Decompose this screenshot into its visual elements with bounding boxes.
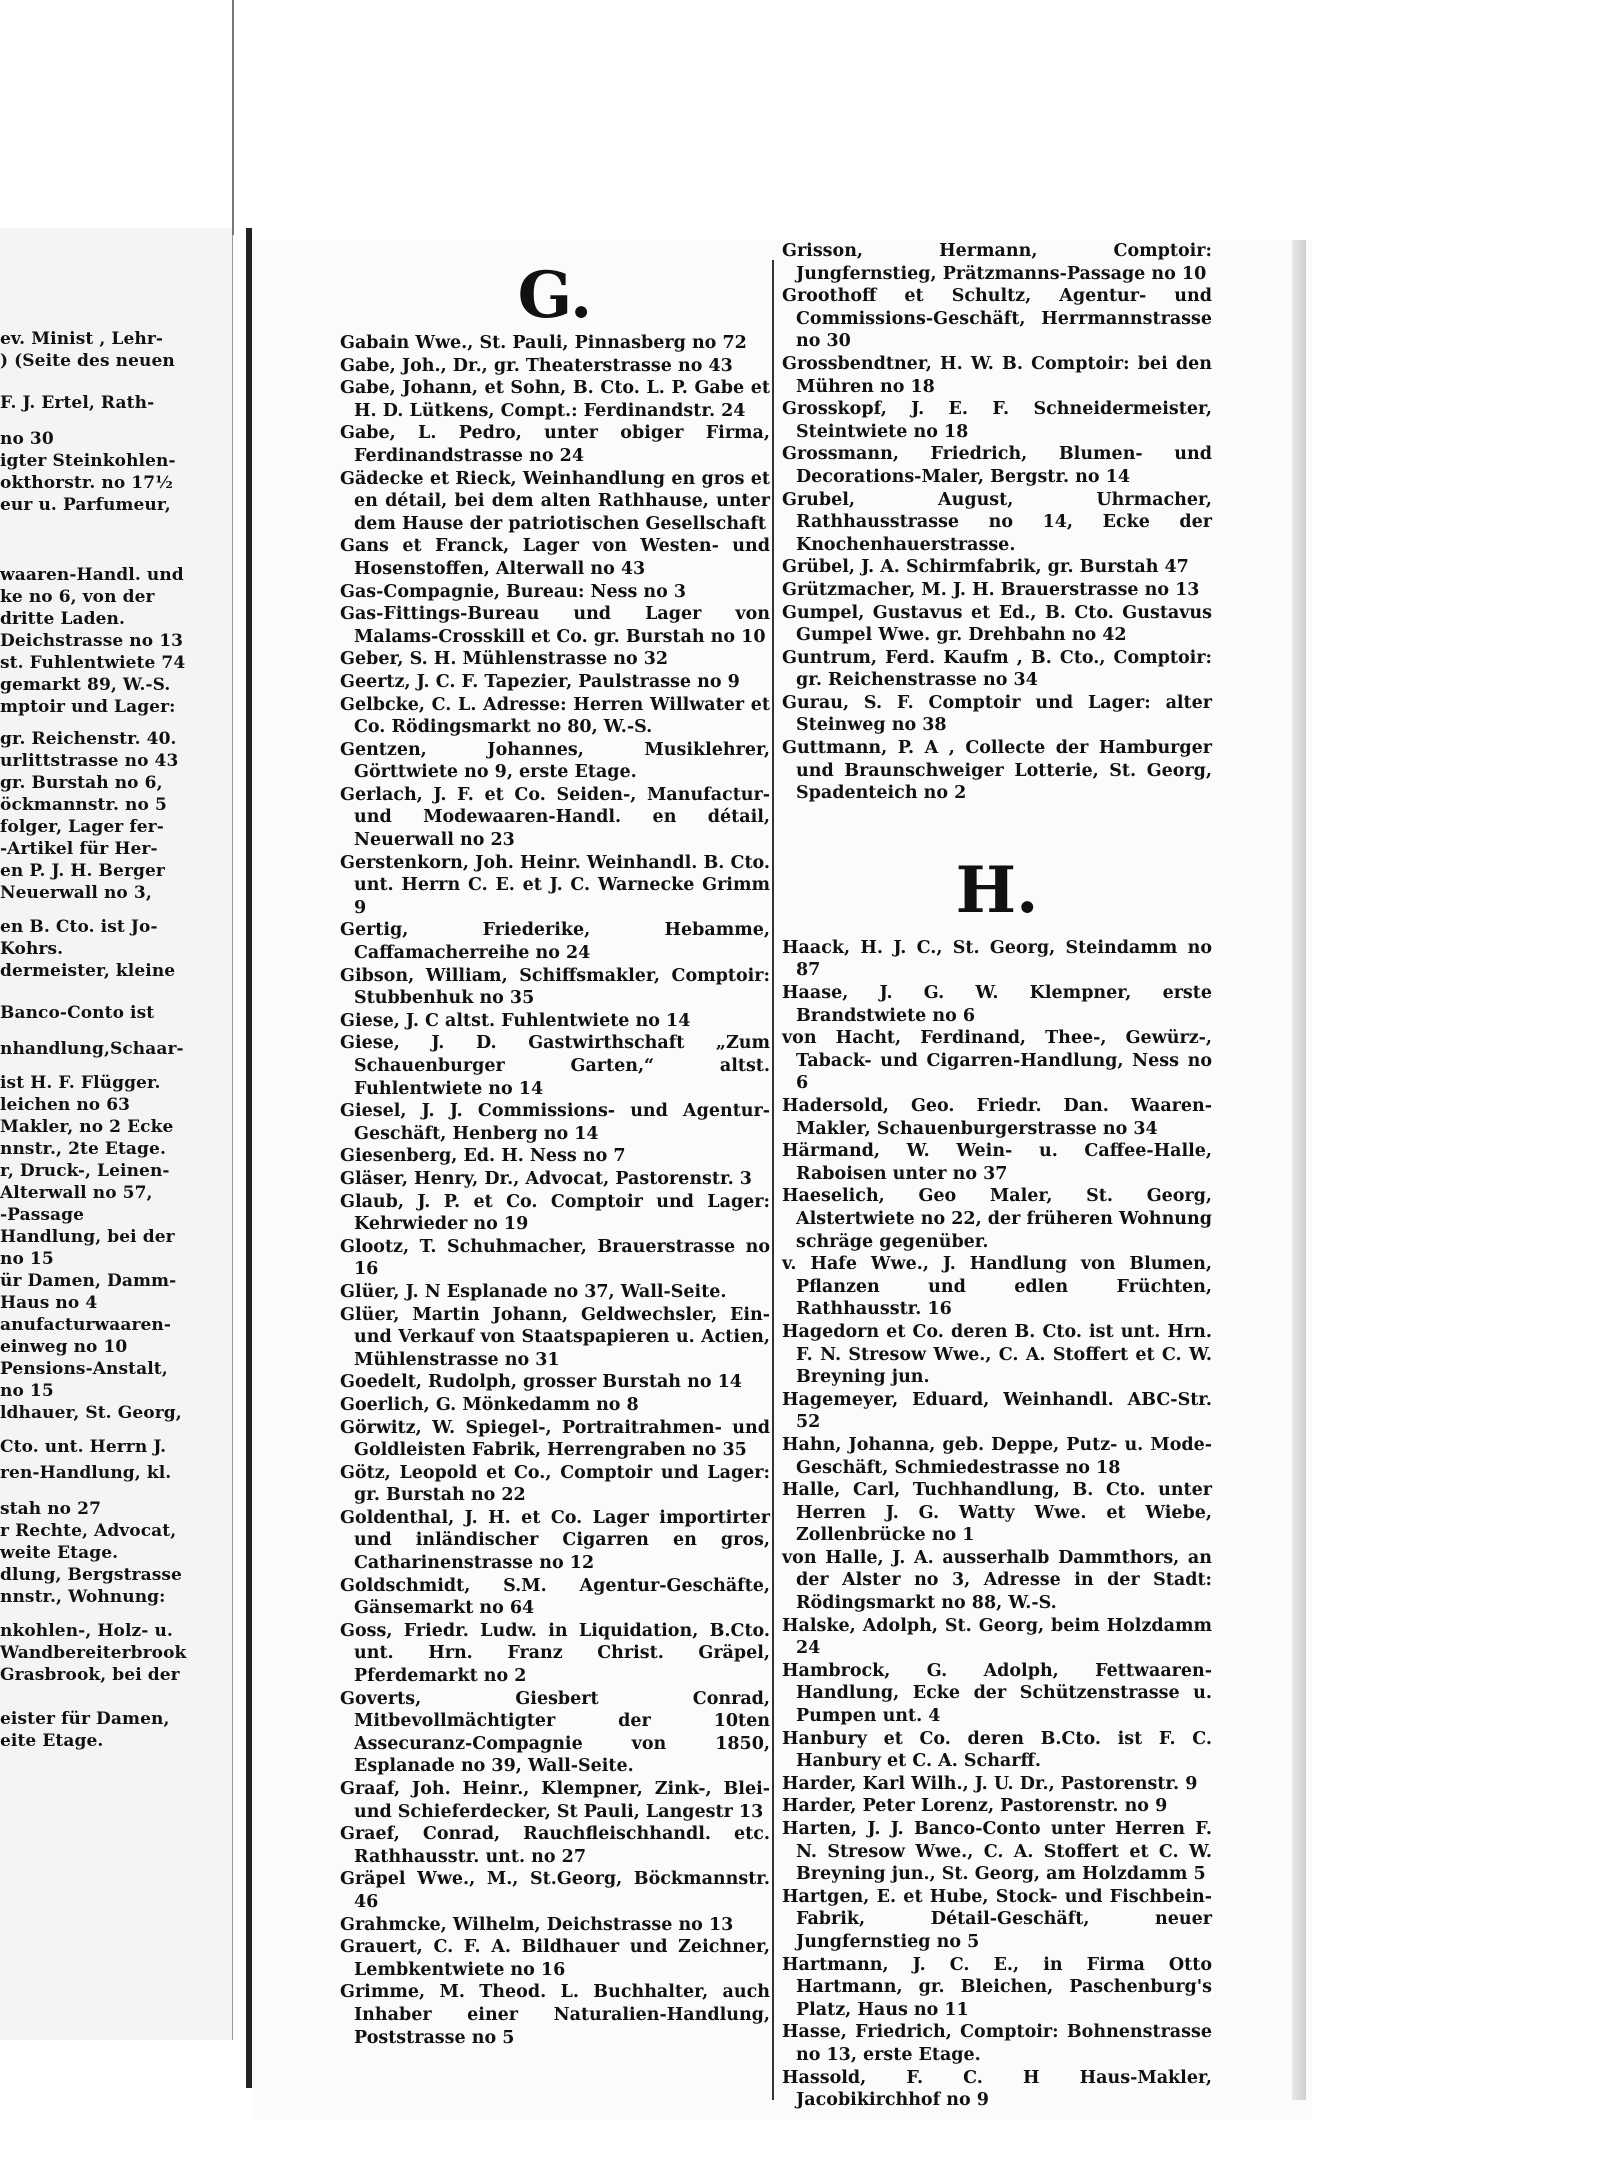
directory-entry: Glüer, J. N Esplanade no 37, Wall-Seite.: [340, 1281, 727, 1302]
directory-entry: Hartmann, J. C. E., in Firma Otto Hartmann, gr. Bleichen, Paschenburg's Platz, Haus no 11: [782, 1954, 1212, 2020]
directory-entry: Guttmann, P. A , Collecte der Hamburger und Braunschweiger Lotterie, St. Georg, Spadenteich no 2: [782, 738, 1212, 804]
left-page-line: weite Etage.: [0, 1543, 119, 1563]
left-page-line: gemarkt 89, W.-S.: [0, 675, 171, 695]
entries-g-continued: [782, 240, 1212, 805]
left-page-line: öckmannstr. no 5: [0, 795, 167, 815]
left-page-line: no 15: [0, 1249, 54, 1269]
left-page-line: st. Fuhlentwiete 74: [0, 653, 186, 673]
column-left: [340, 260, 770, 2049]
directory-entry: Giese, J. D. Gastwirthschaft „Zum Schauenburger Garten,“ altst. Fuhlentwiete no 14: [340, 1033, 770, 1099]
left-page-line: nkohlen-, Holz- u.: [0, 1621, 173, 1641]
left-page-line: gr. Reichenstr. 40.: [0, 729, 177, 749]
left-page-line: eite Etage.: [0, 1731, 104, 1751]
left-page-line: mptoir und Lager:: [0, 697, 176, 717]
left-page-line: Banco-Conto ist: [0, 1003, 155, 1023]
left-page-line: ) (Seite des neuen: [0, 351, 175, 371]
left-page-line: dermeister, kleine: [0, 961, 176, 981]
directory-entry: Gädecke et Rieck, Weinhandlung en gros et en détail, bei dem alten Rathhause, unter dem Hause der patriotischen Gesellschaft: [340, 468, 770, 534]
left-page-line: igter Steinkohlen-: [0, 451, 176, 471]
directory-entry: Götz, Leopold et Co., Comptoir und Lager: gr. Burstah no 22: [340, 1462, 770, 1506]
directory-entry: Halle, Carl, Tuchhandlung, B. Cto. unter Herren J. G. Watty Wwe. et Wiebe, Zollenbrücke no 1: [782, 1480, 1212, 1546]
directory-entry: Gerstenkorn, Joh. Heinr. Weinhandl. B. Cto. unt. Herrn C. E. et J. C. Warnecke Grimm 9: [340, 852, 770, 918]
left-page-line: Alterwall no 57,: [0, 1183, 153, 1203]
left-page-line: Grasbrook, bei der: [0, 1665, 180, 1685]
directory-entry: Glüer, Martin Johann, Geldwechsler, Ein- und Verkauf von Staatspapieren u. Actien, Mühlenstrasse no 31: [340, 1304, 770, 1370]
directory-entry: Goss, Friedr. Ludw. in Liquidation, B.Cto. unt. Hrn. Franz Christ. Gräpel, Pferdemarkt no 2: [340, 1620, 770, 1687]
directory-entry: Haase, J. G. W. Klempner, erste Brandstwiete no 6: [782, 983, 1212, 1026]
left-page-line: r, Druck-, Leinen-: [0, 1161, 170, 1181]
directory-entry: Harder, Peter Lorenz, Pastorenstr. no 9: [782, 1796, 1168, 1817]
directory-entry: Gas-Fittings-Bureau und Lager von Malams-Crosskill et Co. gr. Burstah no 10: [340, 604, 770, 647]
left-page-line: Cto. unt. Herrn J.: [0, 1437, 167, 1457]
directory-entry: Hagemeyer, Eduard, Weinhandl. ABC-Str. 52: [782, 1389, 1212, 1433]
left-page-line: okthorstr. no 17½: [0, 473, 173, 493]
directory-entry: Grimme, M. Theod. L. Buchhalter, auch Inhaber einer Naturalien-Handlung, Poststrasse no 5: [340, 1982, 770, 2048]
left-page-line: nhandlung,Schaar-: [0, 1039, 184, 1059]
directory-entry: Gabe, Joh., Dr., gr. Theaterstrasse no 43: [340, 355, 733, 376]
left-page-line: dritte Laden.: [0, 609, 125, 629]
left-page-line: no 30: [0, 429, 54, 449]
directory-entry: Halske, Adolph, St. Georg, beim Holzdamm 24: [782, 1615, 1212, 1659]
directory-entry: Goldenthal, J. H. et Co. Lager importirter und inländischer Cigarren en gros, Catharinenstrasse no 12: [340, 1507, 770, 1574]
left-page-line: anufacturwaaren-: [0, 1315, 172, 1335]
directory-entry: Grübel, J. A. Schirmfabrik, gr. Burstah 47: [782, 557, 1189, 578]
directory-entry: Hahn, Johanna, geb. Deppe, Putz- u. Mode-Geschäft, Schmiedestrasse no 18: [782, 1434, 1212, 1478]
directory-entry: Giesenberg, Ed. H. Ness no 7: [340, 1146, 626, 1167]
directory-entry: Graaf, Joh. Heinr., Klempner, Zink-, Blei- und Schieferdecker, St Pauli, Langestr 13: [340, 1779, 770, 1822]
directory-entry: Gertig, Friederike, Hebamme, Caffamacherreihe no 24: [340, 920, 770, 964]
left-page-line: Wandbereiterbrook: [0, 1643, 187, 1663]
page-edge: [1292, 240, 1306, 2100]
left-page-line: Neuerwall no 3,: [0, 883, 152, 903]
directory-entry: Härmand, W. Wein- u. Caffee-Halle, Raboisen unter no 37: [782, 1141, 1212, 1184]
directory-entry: v. Hafe Wwe., J. Handlung von Blumen, Pflanzen und edlen Früchten, Rathhausstr. 16: [782, 1254, 1212, 1320]
left-page-line: eur u. Parfumeur,: [0, 495, 171, 515]
directory-entry: Goedelt, Rudolph, grosser Burstah no 14: [340, 1372, 742, 1393]
left-page-line: ür Damen, Damm-: [0, 1271, 177, 1291]
directory-entry: Gibson, William, Schiffsmakler, Comptoir: Stubbenhuk no 35: [340, 965, 770, 1009]
left-page-line: r Rechte, Advocat,: [0, 1521, 177, 1541]
directory-entry: Hanbury et Co. deren B.Cto. ist F. C. Hanbury et C. A. Scharff.: [782, 1728, 1212, 1772]
left-page-line: ren-Handlung, kl.: [0, 1463, 172, 1483]
directory-entry: Hadersold, Geo. Friedr. Dan. Waaren-Makler, Schauenburgerstrasse no 34: [782, 1096, 1212, 1139]
left-page-line: en P. J. H. Berger: [0, 861, 165, 881]
directory-entry: Geber, S. H. Mühlenstrasse no 32: [340, 649, 669, 670]
directory-entry: Grisson, Hermann, Comptoir: Jungfernstieg, Prätzmanns-Passage no 10: [782, 241, 1212, 284]
directory-entry: Goverts, Giesbert Conrad, Mitbevollmächtigter der 10ten Assecuranz-Compagnie von 1850, Esplanade no 39, Wall-Seite.: [340, 1688, 770, 1777]
directory-entry: Grauert, C. F. A. Bildhauer und Zeichner, Lembkentwiete no 16: [340, 1937, 770, 1980]
left-page-line: gr. Burstah no 6,: [0, 773, 163, 793]
left-page-line: ev. Minist , Lehr-: [0, 329, 164, 349]
directory-entry: von Halle, J. A. ausserhalb Dammthors, an der Alster no 3, Adresse in der Stadt: Rödingsmarkt no 88, W.-S.: [782, 1547, 1212, 1614]
directory-entry: Guntrum, Ferd. Kaufm , B. Cto., Comptoir: gr. Reichenstrasse no 34: [782, 647, 1212, 691]
directory-entry: Giesel, J. J. Commissions- und Agentur-Geschäft, Henberg no 14: [340, 1101, 770, 1144]
directory-entry: Hagedorn et Co. deren B. Cto. ist unt. Hrn. F. N. Stresow Wwe., C. A. Stoffert et C. W. Breyning jun.: [782, 1321, 1212, 1388]
directory-entry: Hasse, Friedrich, Comptoir: Bohnenstrasse no 13, erste Etage.: [782, 2022, 1212, 2065]
directory-entry: Gabain Wwe., St. Pauli, Pinnasberg no 72: [340, 333, 747, 353]
left-page-line: nnstr., Wohnung:: [0, 1587, 166, 1607]
left-page-line: folger, Lager fer-: [0, 817, 164, 837]
directory-entry: Grossbendtner, H. W. B. Comptoir: bei den Mühren no 18: [782, 353, 1212, 397]
left-page-line: ist H. F. Flügger.: [0, 1073, 161, 1093]
left-page-line: Deichstrasse no 13: [0, 631, 184, 651]
left-page-line: -Artikel für Her-: [0, 839, 158, 859]
directory-entry: Gelbcke, C. L. Adresse: Herren Willwater et Co. Rödingsmarkt no 80, W.-S.: [340, 694, 770, 738]
section-heading-h: H.: [955, 852, 1039, 928]
entries-g: [340, 332, 770, 2049]
left-page-line: ke no 6, von der: [0, 587, 155, 607]
left-page-line: en B. Cto. ist Jo-: [0, 917, 158, 937]
left-page-line: einweg no 10: [0, 1337, 128, 1357]
directory-entry: Gumpel, Gustavus et Ed., B. Cto. Gustavus Gumpel Wwe. gr. Drehbahn no 42: [782, 602, 1212, 646]
directory-entry: Gentzen, Johannes, Musiklehrer, Görttwiete no 9, erste Etage.: [340, 739, 770, 783]
directory-entry: Goerlich, G. Mönkedamm no 8: [340, 1394, 639, 1415]
left-page-line: F. J. Ertel, Rath-: [0, 393, 155, 413]
left-page-line: Haus no 4: [0, 1293, 98, 1313]
directory-entry: Hassold, F. C. H Haus-Makler, Jacobikirchhof no 9: [782, 2067, 1212, 2111]
directory-entry: Grosskopf, J. E. F. Schneidermeister, Steintwiete no 18: [782, 399, 1212, 442]
directory-entry: von Hacht, Ferdinand, Thee-, Gewürz-, Taback- und Cigarren-Handlung, Ness no 6: [782, 1028, 1212, 1094]
column-right: [782, 240, 1212, 2112]
left-page-line: no 15: [0, 1381, 54, 1401]
directory-page: [252, 240, 1312, 2120]
directory-entry: Hartgen, E. et Hube, Stock- und Fischbein-Fabrik, Détail-Geschäft, neuer Jungfernstieg no 5: [782, 1886, 1212, 1952]
directory-entry: Gräpel Wwe., M., St.Georg, Böckmannstr. 46: [340, 1869, 770, 1912]
directory-entry: Gerlach, J. F. et Co. Seiden-, Manufactur- und Modewaaren-Handl. en détail, Neuerwall no 23: [340, 784, 770, 851]
directory-entry: Grahmcke, Wilhelm, Deichstrasse no 13: [340, 1914, 734, 1935]
directory-entry: Groothoff et Schultz, Agentur- und Commissions-Geschäft, Herrmannstrasse no 30: [782, 286, 1212, 352]
directory-entry: Hambrock, G. Adolph, Fettwaaren-Handlung, Ecke der Schützenstrasse u. Pumpen unt. 4: [782, 1660, 1212, 1727]
directory-entry: Haack, H. J. C., St. Georg, Steindamm no 87: [782, 937, 1212, 981]
directory-entry: Gläser, Henry, Dr., Advocat, Pastorenstr. 3: [340, 1168, 752, 1189]
directory-entry: Glaub, J. P. et Co. Comptoir und Lager: Kehrwieder no 19: [340, 1191, 770, 1235]
directory-entry: Haeselich, Geo Maler, St. Georg, Alstertwiete no 22, der früheren Wohnung schräge gegenüber.: [782, 1186, 1212, 1252]
left-facing-page: [0, 228, 233, 2040]
directory-entry: Grützmacher, M. J. H. Brauerstrasse no 13: [782, 579, 1200, 600]
directory-entry: Goldschmidt, S.M. Agentur-Geschäfte, Gänsemarkt no 64: [340, 1575, 770, 1619]
directory-entry: Graef, Conrad, Rauchfleischhandl. etc. Rathhausstr. unt. no 27: [340, 1824, 770, 1867]
left-page-line: ldhauer, St. Georg,: [0, 1403, 182, 1423]
left-page-line: leichen no 63: [0, 1095, 131, 1115]
left-page-line: Handlung, bei der: [0, 1227, 175, 1247]
directory-entry: Gans et Franck, Lager von Westen- und Hosenstoffen, Alterwall no 43: [340, 536, 770, 579]
left-page-line: Kohrs.: [0, 939, 64, 959]
directory-entry: Görwitz, W. Spiegel-, Portraitrahmen- und Goldleisten Fabrik, Herrengraben no 35: [340, 1417, 770, 1461]
left-page-line: Pensions-Anstalt,: [0, 1359, 168, 1379]
left-page-line: eister für Damen,: [0, 1709, 170, 1729]
directory-entry: Glootz, T. Schuhmacher, Brauerstrasse no 16: [340, 1236, 770, 1280]
page-edge-line: [232, 0, 234, 235]
directory-entry: Gurau, S. F. Comptoir und Lager: alter Steinweg no 38: [782, 692, 1212, 736]
directory-entry: Gabe, Johann, et Sohn, B. Cto. L. P. Gabe et H. D. Lütkens, Compt.: Ferdinandstr. 24: [340, 378, 770, 421]
directory-entry: Harder, Karl Wilh., J. U. Dr., Pastorenstr. 9: [782, 1773, 1198, 1794]
directory-entry: Giese, J. C altst. Fuhlentwiete no 14: [340, 1010, 691, 1031]
left-page-line: stah no 27: [0, 1499, 101, 1519]
directory-entry: Gas-Compagnie, Bureau: Ness no 3: [340, 581, 687, 602]
left-page-line: -Passage: [0, 1205, 85, 1225]
left-page-line: dlung, Bergstrasse: [0, 1565, 182, 1585]
left-page-line: Makler, no 2 Ecke: [0, 1117, 174, 1137]
left-page-line: urlittstrasse no 43: [0, 751, 179, 771]
directory-entry: Grubel, August, Uhrmacher, Rathhausstrasse no 14, Ecke der Knochenhauerstrasse.: [782, 489, 1212, 555]
section-heading-g: G.: [517, 258, 593, 333]
directory-entry: Gabe, L. Pedro, unter obiger Firma, Ferdinandstrasse no 24: [340, 423, 770, 466]
left-page-line: waaren-Handl. und: [0, 565, 184, 585]
directory-entry: Harten, J. J. Banco-Conto unter Herren F. N. Stresow Wwe., C. A. Stoffert et C. W. Breyning jun., St. Georg, am Holzdamm 5: [782, 1819, 1212, 1885]
entries-h: [782, 937, 1212, 2112]
column-divider: [772, 260, 774, 2100]
left-page-line: nnstr., 2te Etage.: [0, 1139, 166, 1159]
directory-entry: Geertz, J. C. F. Tapezier, Paulstrasse no 9: [340, 671, 740, 692]
directory-entry: Grossmann, Friedrich, Blumen- und Decorations-Maler, Bergstr. no 14: [782, 444, 1212, 487]
